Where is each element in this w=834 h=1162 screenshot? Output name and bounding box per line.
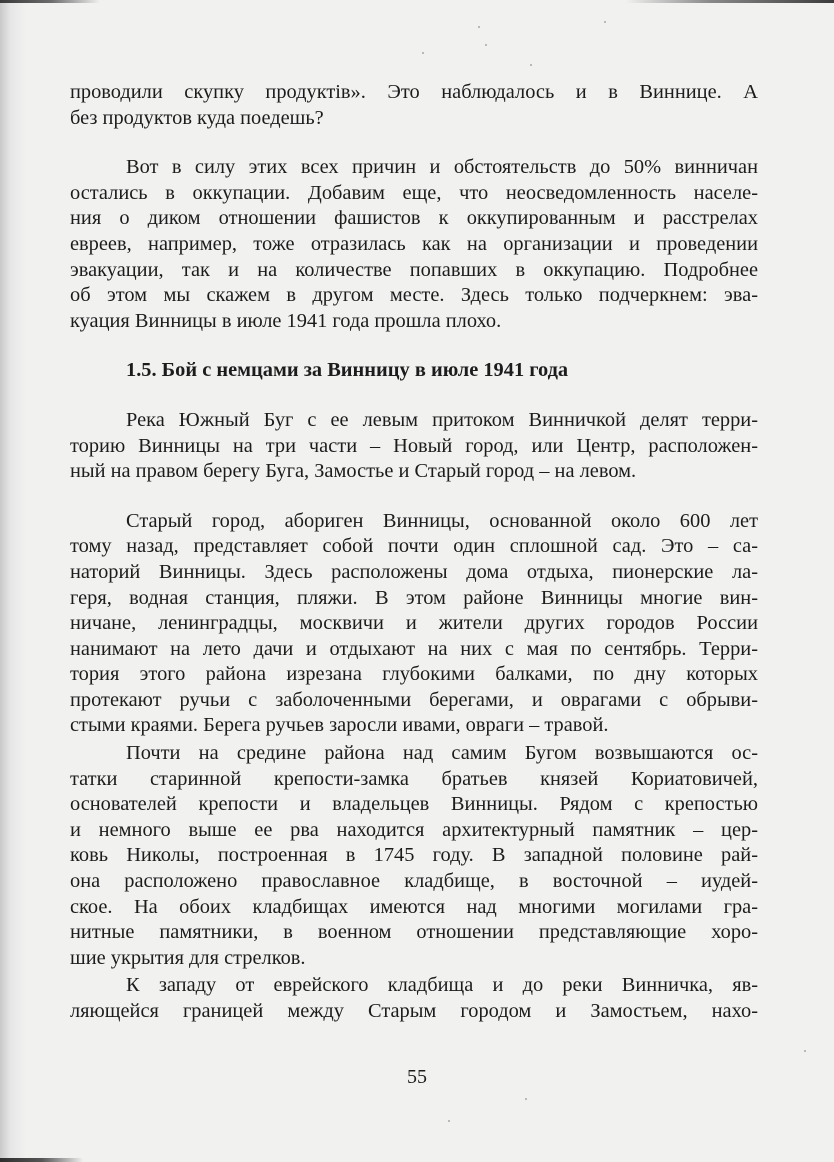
text-line: нанимают на лето дачи и отдыхают на них с мая по сентябрь. Терри- bbox=[70, 637, 758, 660]
paragraph bbox=[70, 155, 758, 334]
text-line: торию Винницы на три части – Новый город, или Центр, расположен- bbox=[70, 434, 758, 457]
scan-speck bbox=[530, 64, 532, 66]
scan-speck bbox=[422, 52, 424, 54]
scan-edge-top bbox=[0, 0, 834, 3]
text-line: ляющейся границей между Старым городом и Замостьем, нахо- bbox=[70, 1000, 758, 1022]
text-line: наторий Винницы. Здесь расположены дома отдыха, пионерские ла- bbox=[70, 560, 758, 583]
text-line: евреев, например, тоже отразилась как на организации и проведении bbox=[70, 232, 758, 255]
text-line: тория этого района изрезана глубокими балками, по дну которых bbox=[70, 663, 758, 686]
text-line: ское. На обоих кладбищах имеются над многими могилами гра- bbox=[70, 895, 758, 918]
text-line: геря, водная станция, пляжи. В этом районе Винницы многие вин- bbox=[70, 586, 758, 609]
paragraph bbox=[70, 408, 758, 485]
text-line: шие укрытия для стрелков. bbox=[70, 946, 306, 969]
text-line: татки старинной крепости-замка братьев князей Кориатовичей, bbox=[70, 767, 758, 790]
section-heading: 1.5. Бой с немцами за Винницу в июле 1941 года bbox=[126, 359, 569, 382]
text-line: и немного выше ее рва находится архитектурный памятник – цер- bbox=[70, 818, 758, 841]
text-line: нитные памятники, в военном отношении представляющие хоро- bbox=[70, 921, 758, 944]
text-line: Река Южный Буг с ее левым притоком Винничкой делят терри- bbox=[126, 408, 758, 431]
page-number: 55 bbox=[407, 1066, 427, 1088]
text-line: основателей крепости и владельцев Винницы. Рядом с крепостью bbox=[70, 793, 758, 816]
text-line: куация Винницы в июле 1941 года прошла плохо. bbox=[70, 309, 502, 332]
text-line: К западу от еврейского кладбища и до реки Винничка, яв- bbox=[126, 974, 758, 997]
text-line: ния о диком отношении фашистов к оккупированным и расстрелах bbox=[70, 207, 758, 230]
scan-speck bbox=[448, 1120, 450, 1122]
text-line: эвакуации, так и на количестве попавших в оккупацию. Подробнее bbox=[70, 258, 758, 281]
text-line: ничане, ленинградцы, москвичи и жители других городов России bbox=[70, 612, 758, 635]
text-line: ный на правом берегу Буга, Замостье и Старый город – на левом. bbox=[70, 460, 637, 483]
scan-speck bbox=[485, 44, 487, 46]
text-line: об этом мы скажем в другом месте. Здесь только подчеркнем: эва- bbox=[70, 284, 758, 307]
book-page-text bbox=[70, 80, 758, 1025]
text-line: протекают ручьи с заболоченными берегами, и оврагами с обрыви- bbox=[70, 688, 758, 711]
text-line: без продуктов куда поедешь? bbox=[70, 106, 324, 129]
text-line: Вот в силу этих всех причин и обстоятельств до 50% винничан bbox=[126, 156, 758, 179]
text-line: проводили скупку продуктів». Это наблюдалось и в Виннице. А bbox=[70, 81, 758, 103]
scan-speck bbox=[525, 1098, 527, 1100]
scan-speck bbox=[478, 26, 480, 28]
scan-speck bbox=[804, 1050, 806, 1052]
text-line: тому назад, представляет собой почти один сплошной сад. Это – са- bbox=[70, 535, 758, 558]
paragraph bbox=[70, 80, 758, 131]
text-line: стыми краями. Берега ручьев заросли ивами, овраги – травой. bbox=[70, 714, 609, 737]
paragraph bbox=[70, 973, 758, 1024]
text-line: остались в оккупации. Добавим еще, что неосведомленность населе- bbox=[70, 181, 758, 204]
text-line: Почти на средине района над самим Бугом возвышаются ос- bbox=[126, 742, 758, 765]
text-line: ковь Николы, построенная в 1745 году. В западной половине рай- bbox=[70, 844, 758, 867]
text-line: она расположено православное кладбище, в восточной – иудей- bbox=[70, 870, 758, 893]
paragraph bbox=[70, 509, 758, 739]
paragraph bbox=[70, 741, 758, 971]
page-binding-shadow bbox=[0, 0, 26, 1162]
scan-speck bbox=[604, 21, 606, 23]
text-line: Старый город, абориген Винницы, основанной около 600 лет bbox=[126, 509, 758, 532]
scan-edge-bottom bbox=[0, 1158, 834, 1162]
